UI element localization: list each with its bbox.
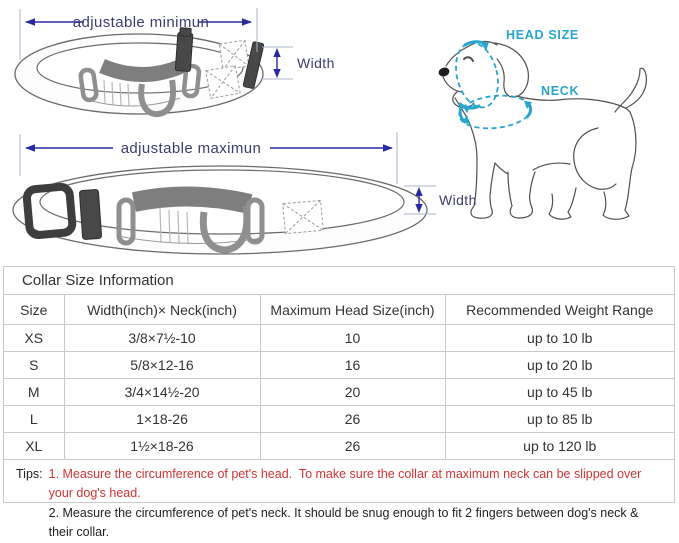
slider [79, 189, 101, 239]
col-header-size: Size [4, 295, 64, 325]
tip-line-2: 2. Measure the circumference of pet's neck. It should be snug enough to fit 2 fingers between dog's neck & their collar. [48, 505, 639, 540]
neck-label: NECK [541, 84, 580, 98]
table-row [4, 406, 674, 433]
width-neck-cell: 5/8×12-16 [64, 352, 260, 379]
dog-nose [437, 66, 450, 78]
tips-label: Tips: [16, 467, 43, 481]
size-cell: XS [4, 325, 64, 352]
tip-line-1: 1. Measure the circumference of pet's head. To make sure the collar at maximum neck can be slipped over your dog's head. [48, 467, 645, 501]
stitch-box [283, 200, 323, 233]
width-neck-cell: 3/8×7½-10 [64, 325, 260, 352]
adjustable-min-label: adjustable minimun [72, 14, 210, 31]
collar-min-diagram [15, 28, 264, 115]
width-neck-cell: 1×18-26 [64, 406, 260, 433]
head-size-cell: 20 [260, 379, 445, 406]
width-label-min: Width [297, 55, 335, 71]
width-label-max: Width [439, 192, 477, 208]
size-cell: M [4, 379, 64, 406]
head-size-cell: 26 [260, 406, 445, 433]
size-cell: L [4, 406, 64, 433]
width-neck-cell: 3/4×14½-20 [64, 379, 260, 406]
adjustable-max-label: adjustable maximun [120, 140, 262, 157]
head-size-cell: 10 [260, 325, 445, 352]
table-row [4, 325, 674, 352]
tips-lines [49, 465, 666, 543]
table-row [4, 352, 674, 379]
head-size-cell: 26 [260, 433, 445, 460]
measure-loops [450, 28, 580, 132]
col-header-weight: Recommended Weight Range [445, 295, 674, 325]
col-header-head-size: Maximum Head Size(inch) [260, 295, 445, 325]
table-title: Collar Size Information [22, 272, 174, 289]
col-header-width-neck: Width(inch)× Neck(inch) [64, 295, 260, 325]
weight-cell: up to 85 lb [445, 406, 674, 433]
head-size-loop [450, 38, 505, 112]
table-row [4, 379, 674, 406]
stitch-box-lower [206, 66, 240, 99]
size-cell: XL [4, 433, 64, 460]
weight-cell: up to 10 lb [445, 325, 674, 352]
width-neck-cell: 1½×18-26 [64, 433, 260, 460]
buckle-clip [175, 28, 193, 72]
tips-section [4, 459, 674, 543]
collar-max-diagram [13, 166, 427, 254]
collar-size-table [4, 267, 674, 459]
weight-cell: up to 20 lb [445, 352, 674, 379]
weight-cell: up to 45 lb [445, 379, 674, 406]
size-table-section [3, 266, 675, 540]
stitch-box-upper [219, 40, 248, 69]
size-cell: S [4, 352, 64, 379]
weight-cell: up to 120 lb [445, 433, 674, 460]
table-row [4, 433, 674, 460]
width-annotation-min [262, 47, 335, 79]
head-size-label: HEAD SIZE [506, 28, 579, 42]
table-header-row [4, 295, 674, 325]
head-size-cell: 16 [260, 352, 445, 379]
diagram-svg [0, 0, 679, 266]
